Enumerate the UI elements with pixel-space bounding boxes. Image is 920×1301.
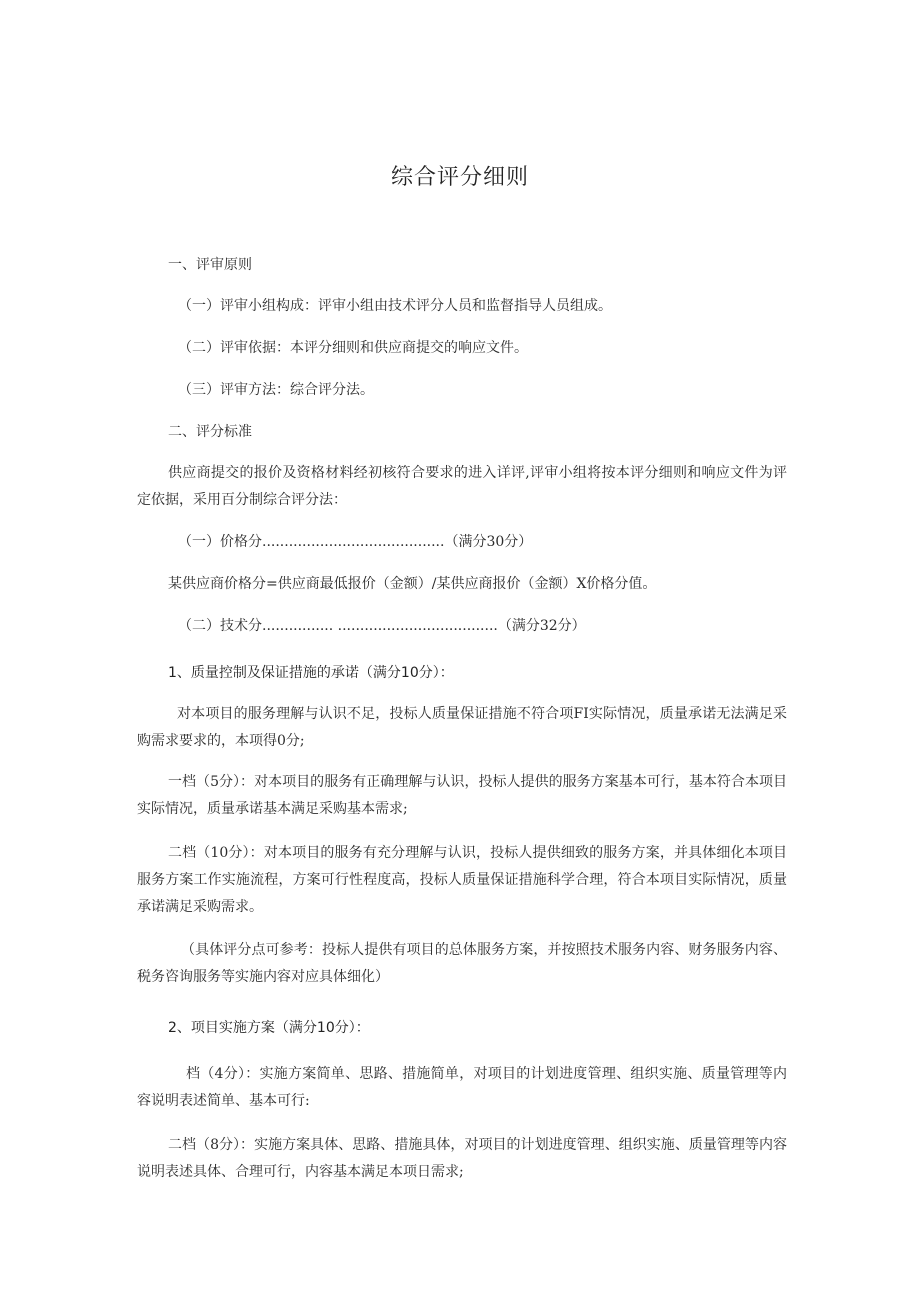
section-1-item-1: （一）评审小组构成：评审小组由技术评分人员和监督指导人员组成。 xyxy=(178,298,612,314)
section-1-item-3: （三）评审方法：综合评分法。 xyxy=(178,382,374,398)
price-score-formula: 某供应商价格分=供应商最低报价（金额）/某供应商报价（金额）X价格分值。 xyxy=(168,576,657,592)
price-score-label: （一）价格分.........................................（满分30分） xyxy=(178,534,533,550)
implementation-level-1: 档（4分）：实施方案简单、思路、措施简单，对项目的计划进度管理、组织实施、质量管理等内容说明表述简单、基本可行: xyxy=(137,1066,787,1109)
section-2-intro: 供应商提交的报价及资格材料经初核符合要求的进入详评,评审小组将按本评分细则和响应文件为评定依据，采用百分制综合评分法： xyxy=(137,465,787,508)
quality-level-1: 一档（5分）：对本项目的服务有正确理解与认识，投标人提供的服务方案基本可行，基本符合本项目实际情况，质量承诺基本满足采购基本需求; xyxy=(137,774,787,817)
implementation-plan-heading: 2、项目实施方案（满分10分）： xyxy=(168,1020,370,1036)
section-1-heading: 一、评审原则 xyxy=(168,257,252,273)
section-2-heading: 二、评分标准 xyxy=(168,424,252,440)
section-1-item-2: （二）评审依据：本评分细则和供应商提交的响应文件。 xyxy=(178,340,528,356)
quality-control-heading: 1、质量控制及保证措施的承诺（满分10分）： xyxy=(168,665,454,681)
document-title: 综合评分细则 xyxy=(390,165,529,190)
quality-level-2: 二档（10分）：对本项目的服务有充分理解与认识，投标人提供细致的服务方案，并具体细化本项目服务方案工作实施流程，方案可行性程度高，投标人质量保证措施科学合理，符合本项目实际情况，质量承诺满足采购需求。 xyxy=(137,845,787,915)
tech-score-label: （二）技术分................ ....................................（满分32分） xyxy=(178,618,586,634)
quality-scoring-note: （具体评分点可参考：投标人提供有项目的总体服务方案，并按照技术服务内容、财务服务内容、税务咨询服务等实施内容对应具体细化） xyxy=(137,942,787,985)
quality-level-0: 对本项目的服务理解与认识不足，投标人质量保证措施不符合项FI实际情况，质量承诺无法满足采购需求要求的，本项得0分; xyxy=(137,706,787,749)
implementation-level-2: 二档（8分）：实施方案具体、思路、措施具体，对项目的计划进度管理、组织实施、质量管理等内容说明表述具体、合理可行，内容基本满足本项日需求; xyxy=(137,1137,787,1180)
